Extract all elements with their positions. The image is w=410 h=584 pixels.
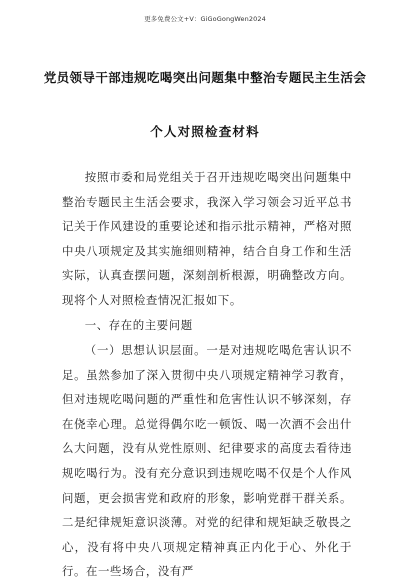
intro-paragraph: 按照市委和局党组关于召开违规吃喝突出问题集中整治专题民主生活会要求，我深入学习领会习近平总书记关于作风建设的重要论述和指示批示精神，严格对照中央八项规定及其实施细则精神，结合自身工作和生活实际，认真查摆问题，深刻剖析根源，明确整改方向。现将个人对照检查情况汇报如下。 (62, 170, 352, 307)
header-note: 更多免费公文+V：GiGoGongWen2024 (144, 15, 266, 23)
document-subtitle: 个人对照检查材料 (150, 124, 260, 139)
body-paragraph: （一）思想认识层面。一是对违规吃喝危害认识不足。虽然参加了深入贯彻中央八项规定精神学习教育，但对违规吃喝问题的严重性和危害性认识不够深刻，存在侥幸心理。总觉得偶尔吃一顿饭、喝一次酒不会出什么大问题，没有从党性原则、纪律要求的高度去看待违规吃喝行为。没有充分意识到违规吃喝不仅是个人作风问题，更会损害党和政府的形象，影响党群干群关系。二是纪律规矩意识淡薄。对党的纪律和规矩缺乏敬畏之心，没有将中央八项规定精神真正内化于心、外化于行。在一些场合，没有严 (62, 343, 352, 579)
section-heading: 一、存在的主要问题 (84, 318, 193, 332)
document-title: 党员领导干部违规吃喝突出问题集中整治专题民主生活会 (43, 70, 367, 85)
